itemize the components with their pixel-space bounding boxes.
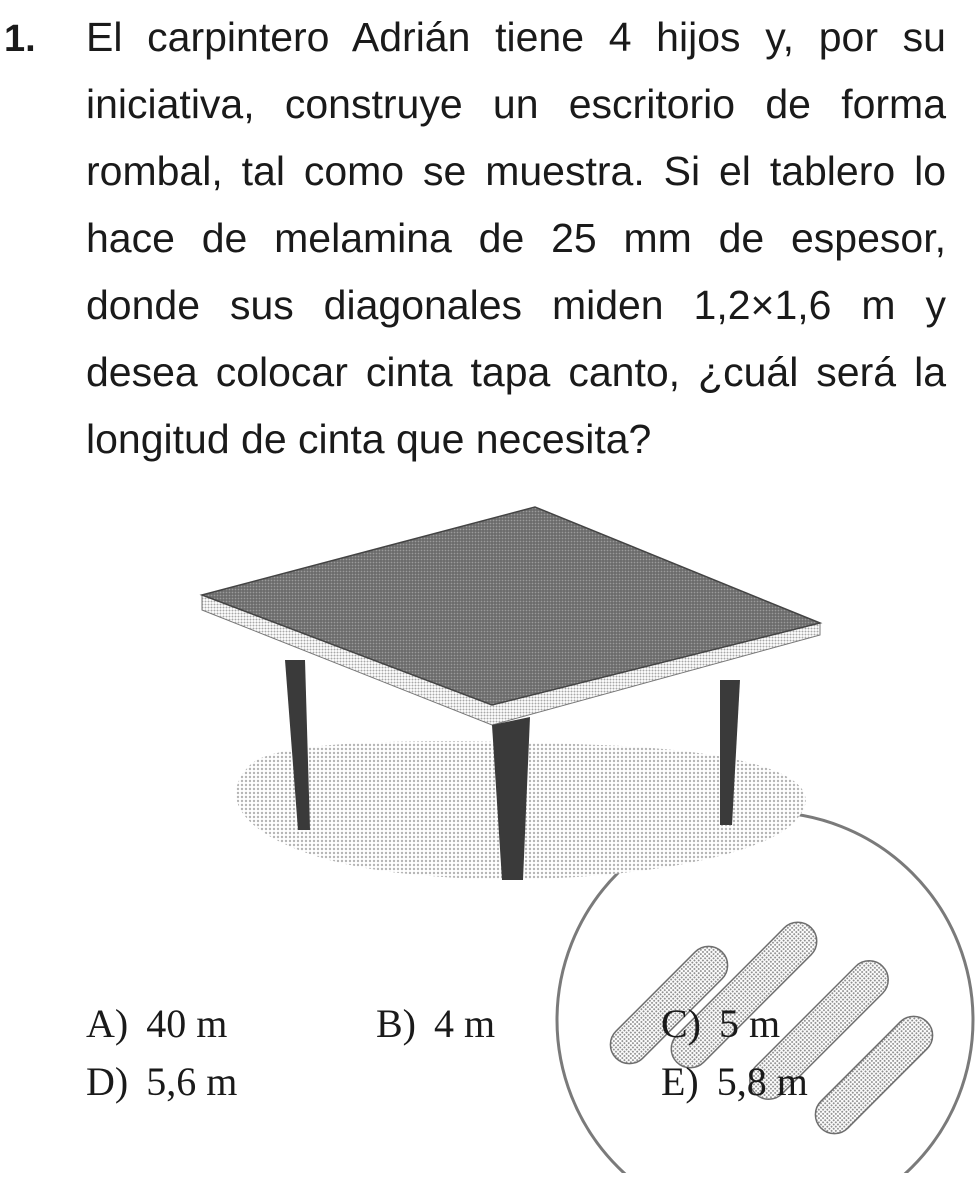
problem-number: 1. [4, 18, 36, 60]
option-e [661, 1058, 808, 1105]
option-value: 5,8 m [716, 1059, 808, 1104]
option-letter: C) [661, 1001, 701, 1046]
option-d [86, 1058, 237, 1105]
option-value: 4 m [434, 1001, 496, 1046]
option-value: 40 m [146, 1001, 228, 1046]
option-letter: A) [86, 1001, 129, 1046]
answer-options [86, 990, 906, 1120]
option-value: 5 m [719, 1001, 781, 1046]
rhombus-table-icon [180, 495, 860, 915]
option-c [661, 1000, 780, 1047]
option-letter: B) [376, 1001, 416, 1046]
problem-statement: El carpintero Adrián tiene 4 hijos y, por su iniciativa, construye un escritorio de forma rombal, tal como se muestra. Si el tablero lo hace de melamina de 25 mm de espesor, donde sus diagonales miden 1,2×1,6 m y desea colocar cinta tapa canto, ¿cuál será la longitud de cinta que necesita? [86, 14, 946, 462]
option-b [376, 1000, 495, 1047]
option-value: 5,6 m [146, 1059, 238, 1104]
option-letter: D) [86, 1059, 129, 1104]
option-a [86, 1000, 227, 1047]
option-letter: E) [661, 1059, 699, 1104]
